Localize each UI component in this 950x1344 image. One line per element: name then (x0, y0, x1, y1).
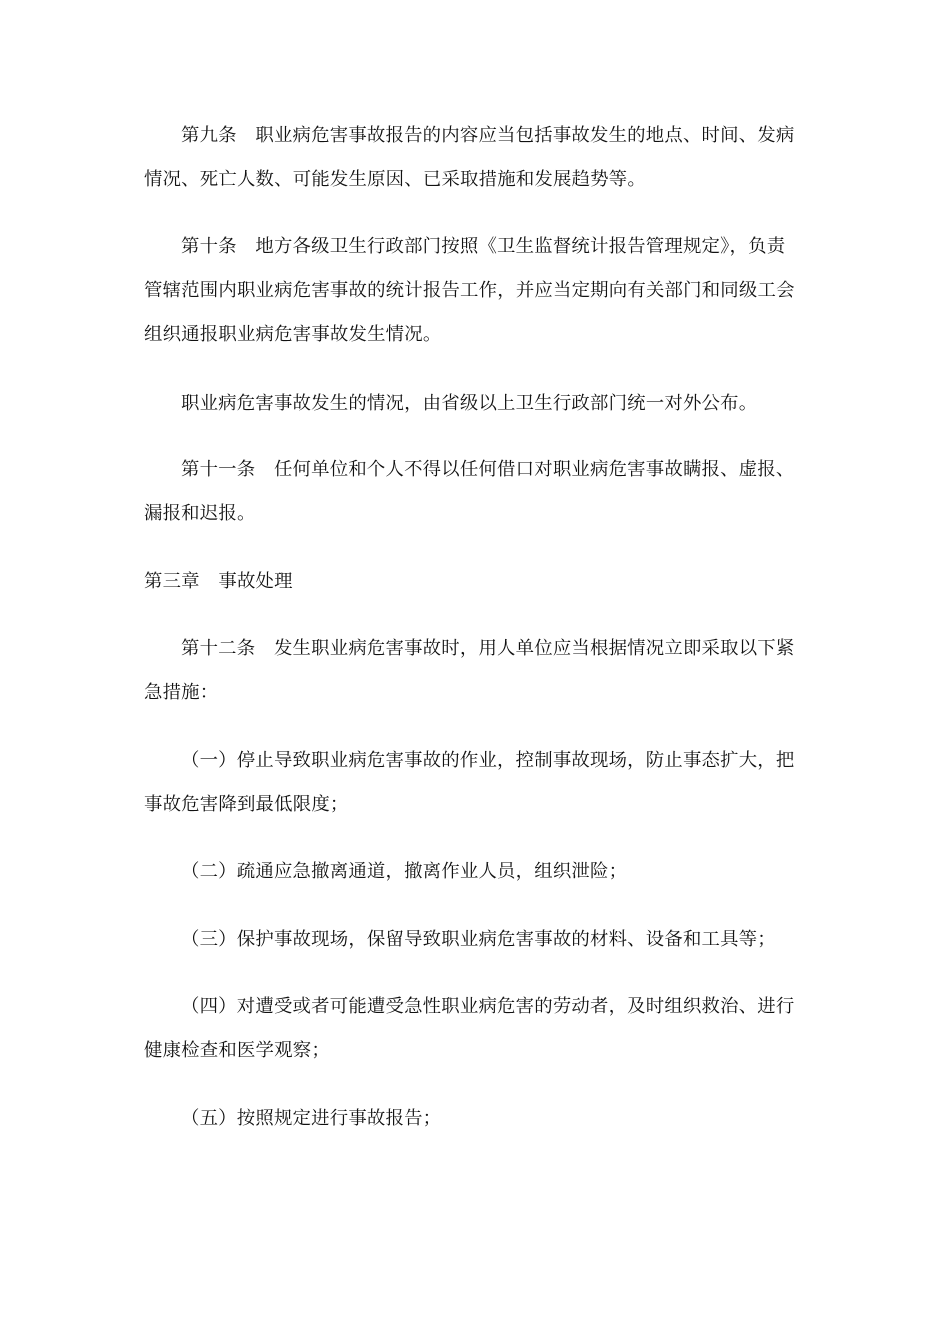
text-line: 情况、死亡人数、可能发生原因、已采取措施和发展趋势等。 (144, 169, 646, 190)
text-line: 事故危害降到最低限度； (144, 794, 349, 815)
text-line: 第十一条 任何单位和个人不得以任何借口对职业病危害事故瞒报、虚报、 (181, 459, 795, 480)
measure-item-5 (144, 1097, 808, 1141)
text-line: 职业病危害事故发生的情况，由省级以上卫生行政部门统一对外公布。 (181, 393, 758, 414)
text-line: 第九条 职业病危害事故报告的内容应当包括事故发生的地点、时间、发病 (181, 125, 795, 146)
text-line: 急措施： (144, 682, 219, 703)
measure-item-1 (144, 739, 808, 827)
chapter-heading (144, 560, 808, 604)
article-9-paragraph (144, 114, 808, 202)
measure-item-2 (144, 850, 808, 894)
text-line: （二）疏通应急撤离通道，撤离作业人员，组织泄险； (181, 861, 628, 882)
measure-item-4 (144, 985, 808, 1073)
text-line: 健康检查和医学观察； (144, 1040, 330, 1061)
chapter-title: 第三章 事故处理 (144, 571, 293, 592)
article-11-paragraph (144, 448, 808, 536)
text-line: （四）对遭受或者可能遭受急性职业病危害的劳动者，及时组织救治、进行 (181, 996, 795, 1017)
text-line: 组织通报职业病危害事故发生情况。 (144, 324, 442, 345)
text-line: （五）按照规定进行事故报告； (181, 1108, 442, 1129)
text-line: （三）保护事故现场，保留导致职业病危害事故的材料、设备和工具等； (181, 929, 776, 950)
text-line: （一）停止导致职业病危害事故的作业，控制事故现场，防止事态扩大，把 (181, 750, 795, 771)
text-line: 第十条 地方各级卫生行政部门按照《卫生监督统计报告管理规定》，负责 (181, 236, 786, 257)
article-12-paragraph (144, 627, 808, 715)
measure-item-3 (144, 918, 808, 962)
text-line: 漏报和迟报。 (144, 503, 256, 524)
text-line: 第十二条 发生职业病危害事故时，用人单位应当根据情况立即采取以下紧 (181, 638, 795, 659)
text-line: 管辖范围内职业病危害事故的统计报告工作，并应当定期向有关部门和同级工会 (144, 280, 795, 301)
publication-paragraph (144, 382, 808, 426)
article-10-paragraph (144, 225, 808, 357)
